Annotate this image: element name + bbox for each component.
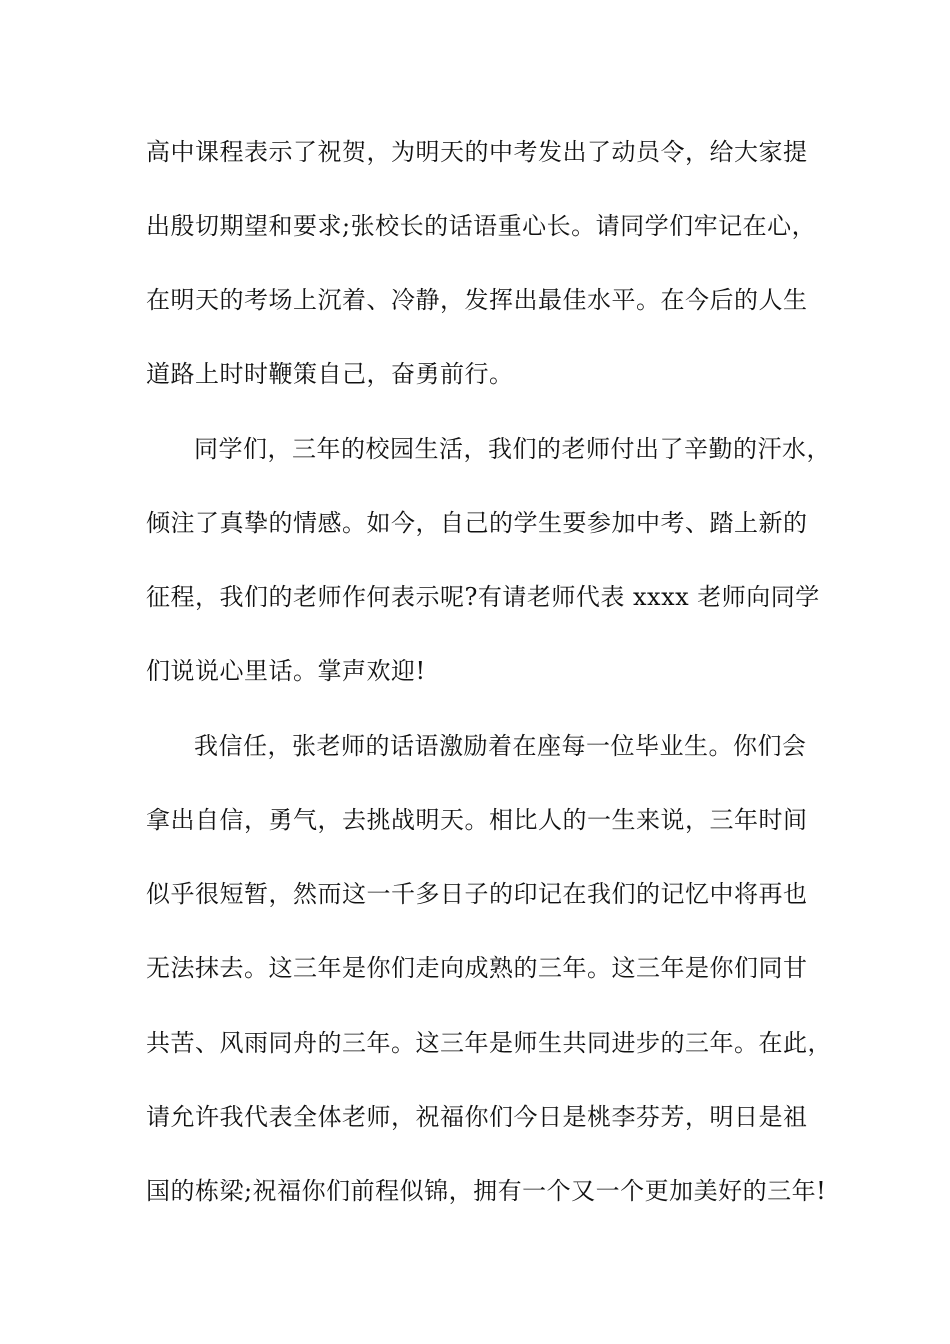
- paragraph-1-line-3: 在明天的考场上沉着、冷静，发挥出最佳水平。在今后的人生: [146, 286, 808, 314]
- paragraph-3-line-4: 无法抹去。这三年是你们走向成熟的三年。这三年是你们同甘: [146, 954, 808, 982]
- paragraph-2-line-4: 们说说心里话。掌声欢迎!: [146, 657, 426, 685]
- paragraph-3-line-2: 拿出自信，勇气，去挑战明天。相比人的一生来说，三年时间: [146, 806, 808, 834]
- paragraph-3-line-3: 似乎很短暂，然而这一千多日子的印记在我们的记忆中将再也: [146, 880, 808, 908]
- paragraph-2-line-3: 征程，我们的老师作何表示呢?有请老师代表 xxxx 老师向同学: [146, 583, 820, 611]
- paragraph-1-line-1: 高中课程表示了祝贺，为明天的中考发出了动员令，给大家提: [146, 138, 808, 166]
- paragraph-3-line-7: 国的栋梁;祝福你们前程似锦，拥有一个又一个更加美好的三年!: [146, 1177, 827, 1205]
- paragraph-2-line-2: 倾注了真挚的情感。如今，自己的学生要参加中考、踏上新的: [146, 509, 808, 537]
- paragraph-3-line-5: 共苦、风雨同舟的三年。这三年是师生共同进步的三年。在此，: [146, 1029, 832, 1057]
- paragraph-1-line-4: 道路上时时鞭策自己，奋勇前行。: [146, 360, 514, 388]
- paragraph-3-line-6: 请允许我代表全体老师，祝福你们今日是桃李芬芳，明日是祖: [146, 1103, 808, 1131]
- paragraph-2-line-1: 同学们，三年的校园生活，我们的老师付出了辛勤的汗水，: [194, 435, 831, 463]
- paragraph-3-line-1: 我信任，张老师的话语激励着在座每一位毕业生。你们会: [194, 732, 807, 760]
- paragraph-1-line-2: 出殷切期望和要求;张校长的话语重心长。请同学们牢记在心，: [146, 212, 817, 240]
